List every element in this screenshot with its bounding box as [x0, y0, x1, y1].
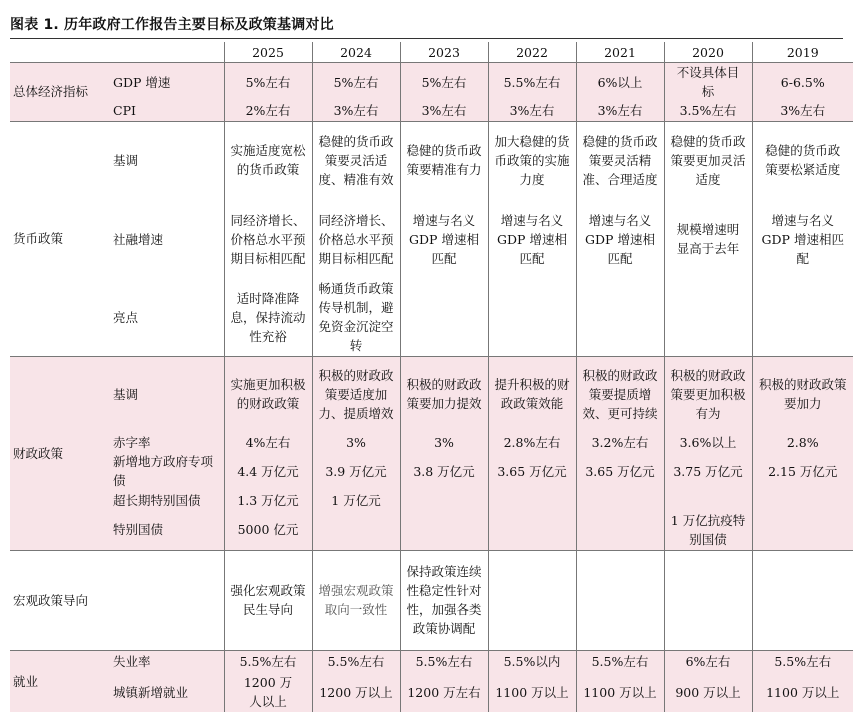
table-cell: 5.5%左右	[576, 650, 664, 672]
table-cell: 积极的财政政策要提质增效、更可持续	[576, 356, 664, 432]
table-cell	[752, 550, 853, 650]
row-label: 赤字率	[106, 432, 224, 452]
row-label: 特别国债	[106, 510, 224, 550]
table-cell	[400, 279, 488, 356]
table-cell	[664, 279, 752, 356]
table-row	[10, 650, 853, 672]
table-cell: 3%左右	[400, 101, 488, 121]
table-cell: 3%左右	[576, 101, 664, 121]
table-cell: 同经济增长、价格总水平预期目标相匹配	[224, 199, 312, 279]
table-cell: 稳健的货币政策要精准有力	[400, 121, 488, 199]
table-cell: 实施适度宽松的货币政策	[224, 121, 312, 199]
table-row	[10, 121, 853, 199]
table-cell	[576, 279, 664, 356]
table-cell: 1100 万以上	[752, 672, 853, 712]
table-cell: 稳健的货币政策要灵活适度、精准有效	[312, 121, 400, 199]
table-cell: 3%	[400, 432, 488, 452]
table-cell	[576, 510, 664, 550]
table-cell	[488, 490, 576, 510]
table-cell: 5%左右	[400, 63, 488, 102]
row-label: GDP 增速	[106, 63, 224, 102]
table-cell: 积极的财政政策要适度加力、提质增效	[312, 356, 400, 432]
table-cell	[312, 510, 400, 550]
table-cell: 增速与名义 GDP 增速相匹配	[488, 199, 576, 279]
table-cell: 2.15 万亿元	[752, 452, 853, 490]
table-row	[10, 432, 853, 452]
row-label: 社融增速	[113, 231, 164, 247]
row-label: 失业率	[106, 650, 224, 672]
table-row	[10, 672, 853, 712]
table-cell: 稳健的货币政策要更加灵活适度	[664, 121, 752, 199]
table-cell: 保持政策连续性稳定性针对性，加强各类政策协调配	[400, 550, 488, 650]
page-title: 图表 1. 历年政府工作报告主要目标及政策基调对比	[10, 17, 334, 33]
table-cell	[488, 279, 576, 356]
table-cell: 5%左右	[312, 63, 400, 102]
row-label: 城镇新增就业	[106, 672, 224, 712]
table-cell: 5000 亿元	[224, 510, 312, 550]
category-label: 财政政策	[10, 356, 106, 550]
table-cell: 强化宏观政策民生导向	[224, 550, 312, 650]
table-cell	[488, 510, 576, 550]
table-cell: 提升积极的财政政策效能	[488, 356, 576, 432]
table-cell	[400, 490, 488, 510]
table-row	[10, 199, 853, 279]
table-cell: 不设具体目标	[664, 63, 752, 102]
table-cell: 规模增速明显高于去年	[664, 199, 752, 279]
table-cell: 5.5%左右	[400, 650, 488, 672]
row-label: CPI	[106, 101, 224, 121]
table-cell: 3.2%左右	[576, 432, 664, 452]
table-row	[10, 101, 853, 121]
table-cell: 3.6%以上	[664, 432, 752, 452]
table-cell: 3%	[312, 432, 400, 452]
table-cell: 稳健的货币政策要灵活精准、合理适度	[576, 121, 664, 199]
table-cell: 3.8 万亿元	[400, 452, 488, 490]
table-cell: 6%以上	[576, 63, 664, 102]
table-cell: 稳健的货币政策要松紧适度	[752, 121, 853, 199]
table-cell: 适时降准降息，保持流动性充裕	[224, 279, 312, 356]
table-cell: 1.3 万亿元	[224, 490, 312, 510]
table-cell: 1200 万左右	[400, 672, 488, 712]
table-cell: 3.9 万亿元	[312, 452, 400, 490]
table-cell: 2%左右	[224, 101, 312, 121]
table-cell: 3%左右	[752, 101, 853, 121]
table-cell: 2.8%	[752, 432, 853, 452]
table-cell: 5.5%左右	[752, 650, 853, 672]
table-cell: 同经济增长、价格总水平预期目标相匹配	[312, 199, 400, 279]
table-cell: 6-6.5%	[752, 63, 853, 102]
year-header: 2023	[400, 42, 488, 63]
table-cell: 增速与名义 GDP 增速相匹配	[400, 199, 488, 279]
year-header: 2022	[488, 42, 576, 63]
category-label: 总体经济指标	[10, 63, 106, 122]
table-cell: 积极的财政政策要加力提效	[400, 356, 488, 432]
table-cell	[400, 510, 488, 550]
table-cell: 积极的财政政策要加力	[752, 356, 853, 432]
table-cell	[488, 550, 576, 650]
table-cell: 6%左右	[664, 650, 752, 672]
table-cell: 增速与名义 GDP 增速相匹配	[576, 199, 664, 279]
table-cell: 3.65 万亿元	[488, 452, 576, 490]
table-cell	[752, 490, 853, 510]
year-header: 2021	[576, 42, 664, 63]
table-cell: 加大稳健的货币政策的实施力度	[488, 121, 576, 199]
table-cell: 3.5%左右	[664, 101, 752, 121]
table-row	[10, 63, 853, 102]
table-cell: 1100 万以上	[576, 672, 664, 712]
table-cell	[752, 510, 853, 550]
table-row	[10, 356, 853, 432]
table-cell	[664, 550, 752, 650]
table-row	[10, 550, 853, 650]
table-cell	[752, 279, 853, 356]
table-row	[10, 490, 853, 510]
table-cell: 5.5%左右	[224, 650, 312, 672]
table-cell: 1200 万人以上	[224, 672, 312, 712]
table-cell: 3%左右	[488, 101, 576, 121]
policy-comparison-table	[10, 42, 853, 712]
year-header: 2019	[752, 42, 853, 63]
table-cell: 畅通货币政策传导机制，避免资金沉淀空转	[312, 279, 400, 356]
table-cell: 实施更加积极的财政政策	[224, 356, 312, 432]
table-cell: 1200 万以上	[312, 672, 400, 712]
year-header-row	[10, 42, 853, 63]
title-rule	[10, 38, 843, 39]
table-cell: 3.75 万亿元	[664, 452, 752, 490]
table-row	[10, 510, 853, 550]
table-cell: 1 万亿抗疫特别国债	[664, 510, 752, 550]
table-cell	[576, 490, 664, 510]
table-cell: 增速与名义 GDP 增速相匹配	[752, 199, 853, 279]
table-cell: 5.5%左右	[488, 63, 576, 102]
table-cell: 增强宏观政策取向一致性	[312, 550, 400, 650]
table-cell: 4.4 万亿元	[224, 452, 312, 490]
year-header: 2024	[312, 42, 400, 63]
year-header: 2020	[664, 42, 752, 63]
table-cell: 积极的财政政策要更加积极有为	[664, 356, 752, 432]
row-label: 基调	[106, 121, 224, 199]
row-label: 新增地方政府专项债	[106, 452, 224, 490]
table-cell	[664, 490, 752, 510]
table-cell: 2.8%左右	[488, 432, 576, 452]
table-cell: 5%左右	[224, 63, 312, 102]
table-cell: 900 万以上	[664, 672, 752, 712]
table-row	[10, 452, 853, 490]
row-label: 亮点	[113, 309, 139, 325]
row-label: 超长期特别国债	[106, 490, 224, 510]
table-cell: 3%左右	[312, 101, 400, 121]
table-cell: 1100 万以上	[488, 672, 576, 712]
table-cell	[576, 550, 664, 650]
category-label: 宏观政策导向	[10, 550, 224, 650]
category-label: 货币政策	[10, 121, 106, 356]
year-header: 2025	[224, 42, 312, 63]
table-cell: 1 万亿元	[312, 490, 400, 510]
table-cell: 4%左右	[224, 432, 312, 452]
category-label: 就业	[10, 650, 106, 712]
table-cell: 5.5%左右	[312, 650, 400, 672]
row-label: 基调	[106, 356, 224, 432]
table-cell: 3.65 万亿元	[576, 452, 664, 490]
table-cell: 5.5%以内	[488, 650, 576, 672]
table-row	[10, 279, 853, 356]
